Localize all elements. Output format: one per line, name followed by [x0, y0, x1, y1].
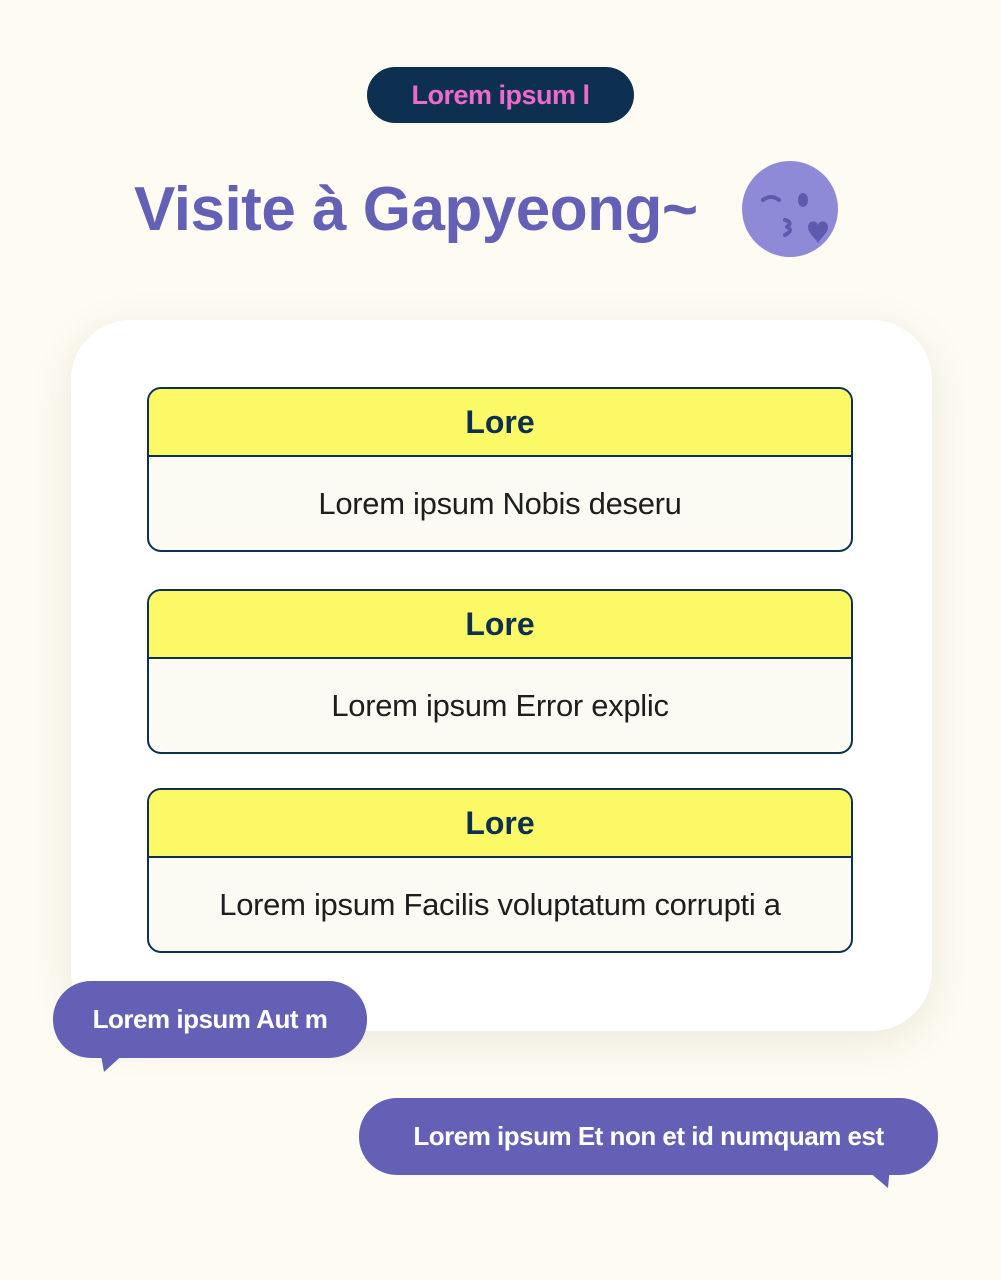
speech-bubble-right: Lorem ipsum Et non et id numquam est — [359, 1098, 938, 1175]
page-title: Visite à Gapyeong~ — [134, 175, 698, 244]
info-row-text: Lorem ipsum Error explic — [331, 687, 669, 723]
info-row-1 — [147, 387, 853, 552]
info-row-heading: Lore — [149, 790, 851, 858]
kissing-face-emoji-icon — [741, 160, 839, 258]
info-row-heading: Lore — [149, 591, 851, 659]
info-row-heading: Lore — [149, 389, 851, 457]
info-row-3 — [147, 788, 853, 953]
top-pill-badge: Lorem ipsum l — [367, 67, 634, 123]
speech-bubble-left: Lorem ipsum Aut m — [53, 981, 367, 1058]
info-row-2 — [147, 589, 853, 754]
info-row-text: Lorem ipsum Facilis voluptatum corrupti a — [219, 886, 781, 922]
info-row-text: Lorem ipsum Nobis deseru — [318, 485, 682, 521]
